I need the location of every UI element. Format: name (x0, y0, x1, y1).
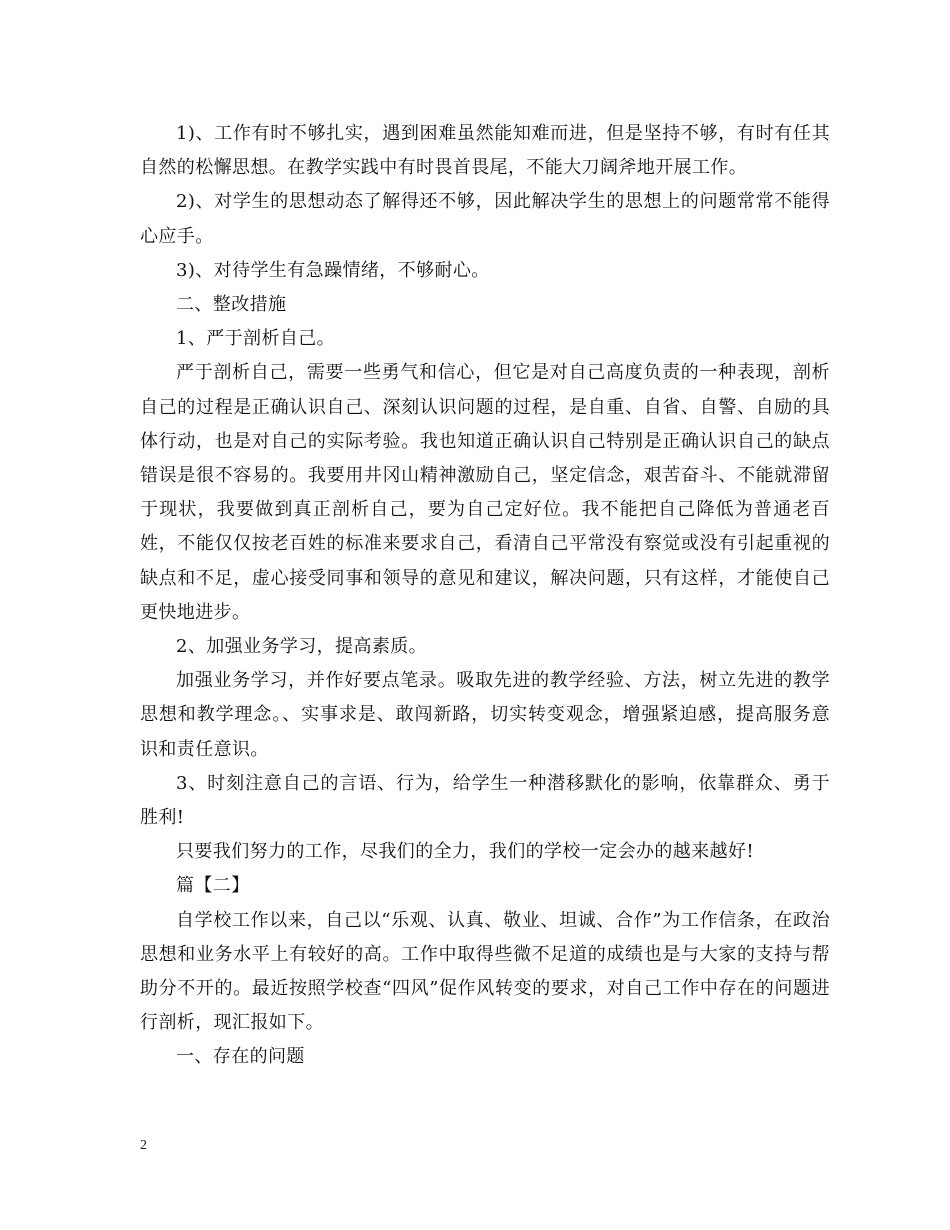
paragraph-shortcoming-1: 1)、工作有时不够扎实，遇到困难虽然能知难而进，但是坚持不够，有时有任其自然的松懈思想。在教学实践中有时畏首畏尾，不能大刀阔斧地开展工作。 (140, 123, 830, 179)
paragraph-shortcoming-2: 2)、对学生的思想动态了解得还不够，因此解决学生的思想上的问题常常不能得心应手。 (140, 191, 830, 247)
paragraph-self-analysis: 严于剖析自己，需要一些勇气和信心，但它是对自己高度负责的一种表现，剖析自己的过程是正确认识自己、深刻认识问题的过程，是自重、自省、自警、自励的具体行动，也是对自己的实际考验。我也知道正确认识自己特别是正确认识自己的缺点错误是很不容易的。我要用井冈山精神激励自己，坚定信念，艰苦奋斗、不能就滞留于现状，我要做到真正剖析自己，要为自己定好位。我不能把自己降低为普通老百姓，不能仅仅按老百姓的标准来要求自己，看清自己平常没有察觉或没有引起重视的缺点和不足，虚心接受同事和领导的意见和建议，解决问题，只有这样，才能使自己更快地进步。 (140, 362, 830, 623)
section-label-part-two: 篇【二】 (176, 875, 250, 897)
paragraph-closing: 只要我们努力的工作，尽我们的全力，我们的学校一定会办的越来越好! (176, 841, 755, 863)
paragraph-study: 加强业务学习，并作好要点笔录。吸取先进的教学经验、方法，树立先进的教学思想和教学理念。、实事求是、敢闯新路，切实转变观念，增强紧迫感，提高服务意识和责任意识。 (140, 670, 830, 760)
page-number: 2 (140, 1138, 147, 1153)
paragraph-introduction: 自学校工作以来，自己以“乐观、认真、敬业、坦诚、合作”为工作信条，在政治思想和业务水平上有较好的高。工作中取得些微不足道的成绩也是与大家的支持与帮助分不开的。最近按照学校查“四风”促作风转变的要求，对自己工作中存在的问题进行剖析，现汇报如下。 (140, 909, 830, 1034)
subheading-study: 2、加强业务学习，提高素质。 (176, 636, 428, 658)
section-heading-rectification: 二、整改措施 (176, 294, 287, 316)
section-heading-problems: 一、存在的问题 (176, 1046, 305, 1068)
document-body (140, 117, 830, 1075)
subheading-self-analysis: 1、严于剖析自己。 (176, 328, 336, 350)
paragraph-shortcoming-3: 3)、对待学生有急躁情绪，不够耐心。 (176, 259, 490, 281)
paragraph-conduct: 3、时刻注意自己的言语、行为，给学生一种潜移默化的影响，依靠群众、勇于胜利! (140, 772, 830, 829)
